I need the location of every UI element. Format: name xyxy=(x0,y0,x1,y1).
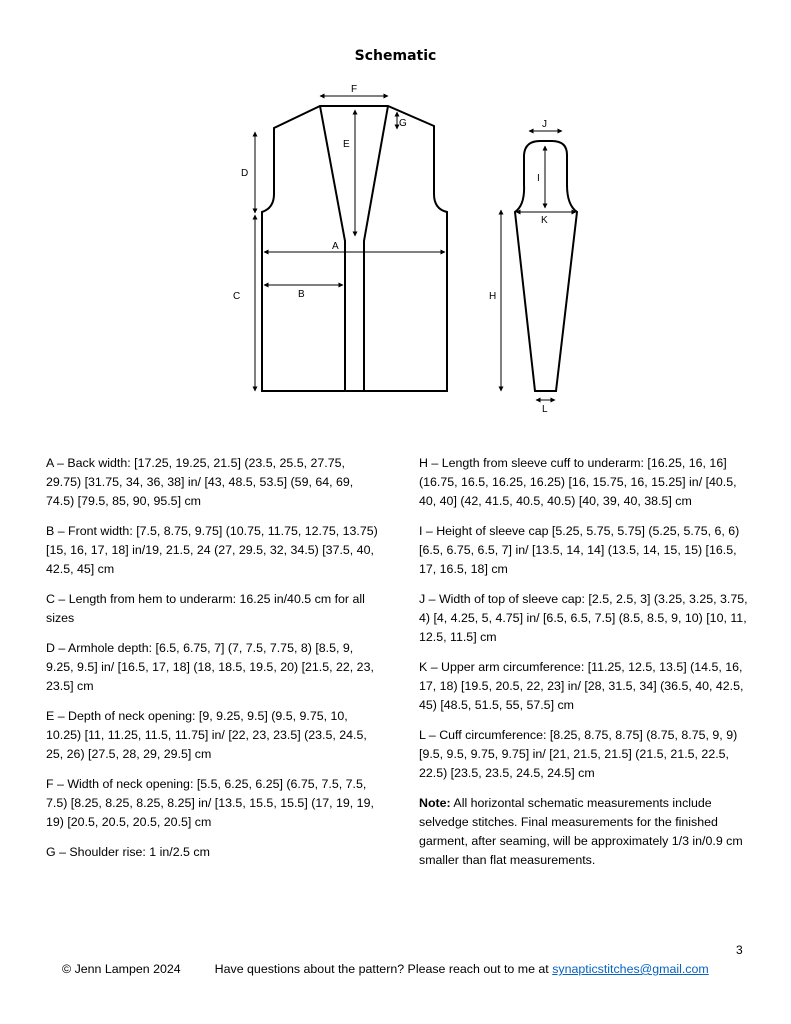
page-number: 3 xyxy=(736,943,743,957)
right-neck-edge xyxy=(364,106,388,391)
label-C: C xyxy=(233,291,241,302)
measurement-L: L – Cuff circumference: [8.25, 8.75, 8.75] (8.75, 8.75, 9, 9) [9.5, 9.5, 9.75, 9.75] in/ [21, 21.5, 21.5] (21.5, 21.5, 22.5, 22.5) [23.5, 23.5, 24.5, 24.5] cm xyxy=(419,728,738,780)
label-G: G xyxy=(399,118,407,129)
email-link[interactable]: synapticstitches@gmail.com xyxy=(552,962,709,976)
note-text: All horizontal schematic measurements include selvedge stitches. Final measurements for the finished garment, after seaming, will be approximately 1/3 in/0.9 cm smaller than flat measurements. xyxy=(419,796,743,867)
label-H: H xyxy=(489,291,497,302)
measurement-I: I – Height of sleeve cap [5.25, 5.75, 5.75] (5.25, 5.75, 6, 6) [6.5, 6.75, 6.5, 7] in/ [13.5, 14, 14] (13.5, 14, 15, 15) [16.5, 17, 16.5, 18] cm xyxy=(419,524,740,576)
label-I: I xyxy=(537,173,540,184)
measurement-J: J – Width of top of sleeve cap: [2.5, 2.5, 3] (3.25, 3.25, 3.75, 4) [4, 4.25, 5, 4.75] in/ [6.5, 6.5, 7.5] (8.5, 8.5, 9, 10) [10, 11, 12.5, 11.5] cm xyxy=(419,592,748,644)
label-D: D xyxy=(241,168,249,179)
page-title: Schematic xyxy=(354,48,437,64)
measurement-B: B – Front width: [7.5, 8.75, 9.75] (10.75, 11.75, 12.75, 13.75) [15, 16, 17, 18] in/19, 21.5, 24 (27, 29.5, 32, 34.5) [37.5, 40, 42.5, 45] cm xyxy=(46,524,378,576)
measurement-H: H – Length from sleeve cuff to underarm: [16.25, 16, 16] (16.75, 16.5, 16.25, 16.25) [16, 15.75, 16, 15.25] in/ [40.5, 40, 40] (42, 41.5, 40.5, 40.5) [40, 39, 40, 38.5] cm xyxy=(419,456,737,508)
measurement-D: D – Armhole depth: [6.5, 6.75, 7] (7, 7.5, 7.75, 8) [8.5, 9, 9.25, 9.5] in/ [16.5, 17, 18] (18, 18.5, 19.5, 20) [21.5, 22, 23, 23.5] cm xyxy=(46,641,374,693)
measurements-right-column xyxy=(419,454,749,881)
note-label: Note: xyxy=(419,796,451,810)
measurement-K: K – Upper arm circumference: [11.25, 12.5, 13.5] (14.5, 16, 17, 18) [19.5, 20.5, 22, 23] in/ [28, 31.5, 34] (36.5, 40, 42.5, 45) [48.5, 51.5, 55, 57.5] cm xyxy=(419,660,744,712)
label-K: K xyxy=(541,215,548,226)
label-E: E xyxy=(343,139,350,150)
measurements-left-column xyxy=(46,454,381,873)
footer xyxy=(62,962,709,976)
measurement-G: G – Shoulder rise: 1 in/2.5 cm xyxy=(46,845,210,859)
measurement-A: A – Back width: [17.25, 19.25, 21.5] (23.5, 25.5, 27.75, 29.75) [31.75, 34, 36, 38] in/ [43, 48.5, 53.5] (59, 64, 69, 74.5) [79.5, 85, 90, 95.5] cm xyxy=(46,456,354,508)
footer-question: Have questions about the pattern? Please reach out to me at xyxy=(214,962,553,976)
note xyxy=(419,794,749,870)
sleeve-outline xyxy=(515,141,577,391)
copyright: © Jenn Lampen 2024 xyxy=(62,962,181,976)
measurement-F: F – Width of neck opening: [5.5, 6.25, 6.25] (6.75, 7.5, 7.5, 7.5) [8.25, 8.25, 8.25, 8.25] in/ [13.5, 15.5, 15.5] (17, 19, 19, 19) [20.5, 20.5, 20.5, 20.5] cm xyxy=(46,777,374,829)
measurement-C: C – Length from hem to underarm: 16.25 in/40.5 cm for all sizes xyxy=(46,592,365,625)
label-B: B xyxy=(298,289,305,300)
label-A: A xyxy=(332,241,339,252)
label-L: L xyxy=(542,404,548,415)
schematic-diagram xyxy=(0,0,791,430)
label-J: J xyxy=(542,119,547,130)
label-F: F xyxy=(351,84,358,95)
measurement-E: E – Depth of neck opening: [9, 9.25, 9.5] (9.5, 9.75, 10, 10.25) [11, 11.25, 11.5, 11.75] in/ [22, 23, 23.5] (23.5, 24.5, 25, 26) [27.5, 28, 29, 29.5] cm xyxy=(46,709,367,761)
